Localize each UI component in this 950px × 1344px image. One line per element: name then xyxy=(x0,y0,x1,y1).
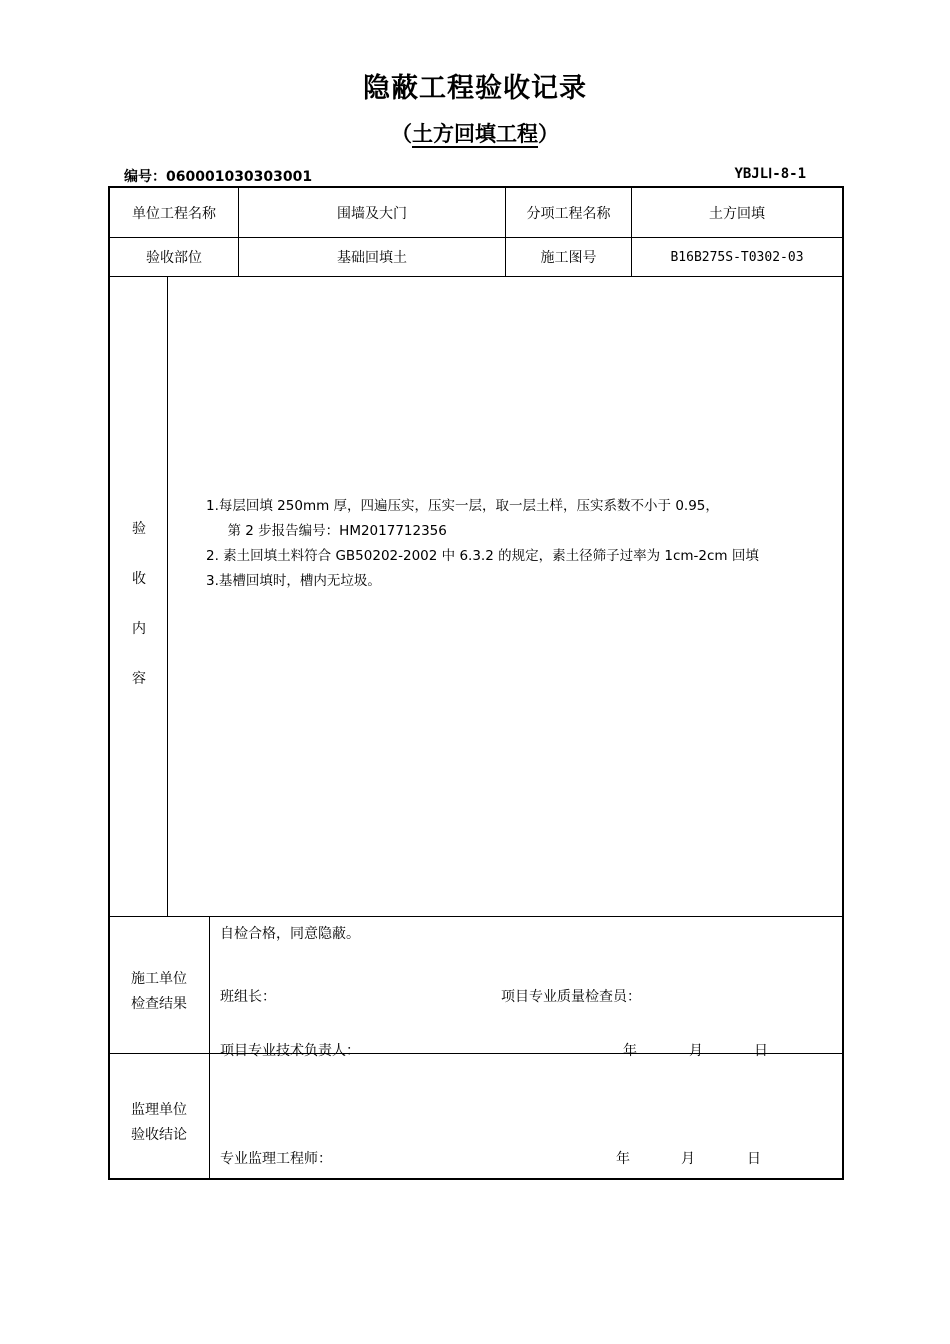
sub-project-label: 分项工程名称 xyxy=(526,205,611,222)
drawing-label: 施工图号 xyxy=(540,250,597,266)
inspection-line: 2. 素土回填土料符合 GB50202-2002 中 6.3.2 的规定，素土径筛子过率为 1cm-2cm 回填 xyxy=(206,548,759,564)
construction-year: 年 xyxy=(623,1043,637,1059)
supervision-engineer-field: 专业监理工程师： xyxy=(220,1151,332,1167)
form-code: YBJLⅠ-8-1 xyxy=(734,166,806,182)
subtitle-text: 土方回填工程 xyxy=(412,122,538,146)
inspection-line: 第 2 步报告编号：HM2017712356 xyxy=(214,523,447,539)
inspection-label-char: 容 xyxy=(132,671,146,687)
construction-day: 日 xyxy=(754,1043,768,1059)
serial-value: 060001030303001 xyxy=(166,169,313,185)
self-check-result: 自检合格，同意隐蔽。 xyxy=(220,926,360,942)
supervision-month: 月 xyxy=(681,1151,695,1167)
record-table xyxy=(108,186,844,1180)
inspection-content xyxy=(206,494,759,594)
drawing-value: B16B275S-T0302-03 xyxy=(670,249,804,265)
construction-month: 月 xyxy=(689,1043,703,1059)
construction-label-line2: 检查结果 xyxy=(131,996,187,1012)
inspection-line: 3.基槽回填时，槽内无垃圾。 xyxy=(206,573,381,589)
serial-label: 编号： xyxy=(124,169,166,185)
supervision-label-line2: 验收结论 xyxy=(131,1127,187,1143)
document-title: 隐蔽工程验收记录 xyxy=(363,73,587,104)
document-subtitle xyxy=(0,118,950,148)
col-divider xyxy=(209,916,210,1178)
inspection-line: 1.每层回填 250mm 厚，四遍压实，压实一层，取一层土样，压实系数不小于 0.95， xyxy=(206,498,719,514)
construction-label-line1: 施工单位 xyxy=(131,971,187,987)
serial-number xyxy=(124,166,312,186)
location-value: 基础回填土 xyxy=(337,250,407,266)
location-label: 验收部位 xyxy=(146,250,202,266)
subtitle-open-paren: （ xyxy=(391,122,412,146)
team-leader-field: 班组长： xyxy=(220,989,276,1005)
inspection-label-char: 内 xyxy=(132,621,146,637)
quality-inspector-field: 项目专业质量检查员： xyxy=(501,989,641,1005)
supervision-year: 年 xyxy=(616,1151,630,1167)
sub-project-value: 土方回填 xyxy=(709,205,765,222)
supervision-label-line1: 监理单位 xyxy=(131,1102,187,1118)
inspection-label-char: 验 xyxy=(132,521,146,537)
row-divider xyxy=(110,916,842,917)
row-divider xyxy=(110,276,842,277)
tech-lead-field: 项目专业技术负责人： xyxy=(220,1043,360,1059)
unit-project-label: 单位工程名称 xyxy=(132,205,216,222)
inspection-label-char: 收 xyxy=(132,571,146,587)
subtitle-close-paren: ） xyxy=(538,122,559,146)
supervision-day: 日 xyxy=(747,1151,761,1167)
unit-project-value: 围墙及大门 xyxy=(337,205,407,222)
inspection-label xyxy=(110,278,168,918)
